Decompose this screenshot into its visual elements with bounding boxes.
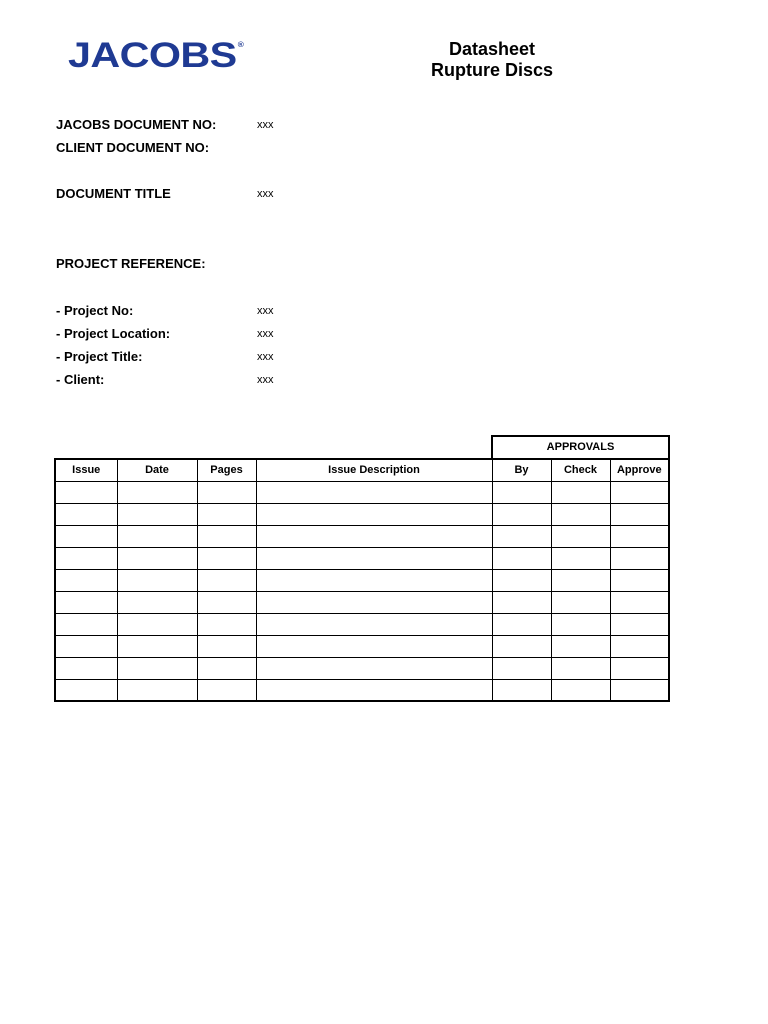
cell-by [492,679,551,701]
cell-pages [197,635,256,657]
column-header-check: Check [551,459,610,481]
document-heading [400,39,584,81]
cell-issue-description [256,569,492,591]
cell-approve [610,503,669,525]
cell-by [492,657,551,679]
cell-issue [55,547,117,569]
cell-approve [610,591,669,613]
cell-issue [55,679,117,701]
column-header-date: Date [117,459,197,481]
cell-date [117,591,197,613]
project-reference-label: PROJECT REFERENCE: [56,256,206,271]
cell-by [492,591,551,613]
cell-date [117,569,197,591]
cell-issue [55,591,117,613]
cell-approve [610,481,669,503]
cell-issue-description [256,679,492,701]
cell-approve [610,569,669,591]
table-row [55,679,669,701]
cell-check [551,547,610,569]
jacobs-document-no-value: xxx [257,119,274,131]
cell-issue [55,481,117,503]
cell-pages [197,679,256,701]
cell-pages [197,591,256,613]
cell-date [117,635,197,657]
cell-by [492,569,551,591]
issue-table-body [55,481,669,701]
table-row [55,503,669,525]
cell-issue-description [256,481,492,503]
heading-line-2: Rupture Discs [430,60,554,80]
cell-approve [610,525,669,547]
column-header-issue-description: Issue Description [256,459,492,481]
table-row [55,525,669,547]
cell-issue [55,569,117,591]
table-row [55,613,669,635]
cell-issue-description [256,635,492,657]
cell-approve [610,679,669,701]
document-title-value: xxx [257,188,274,200]
cell-issue-description [256,591,492,613]
cell-issue [55,525,117,547]
client-document-no-label: CLIENT DOCUMENT NO: [56,140,210,155]
column-header-approve: Approve [610,459,669,481]
table-row [55,657,669,679]
cell-by [492,613,551,635]
jacobs-logo [68,38,243,73]
cell-by [492,547,551,569]
project-no-label: - Project No: [56,303,134,318]
project-location-value: xxx [257,328,274,340]
cell-by [492,525,551,547]
project-no-value: xxx [257,305,274,317]
cell-pages [197,569,256,591]
cell-check [551,481,610,503]
table-row [55,591,669,613]
cell-check [551,591,610,613]
cell-by [492,635,551,657]
project-location-label: - Project Location: [56,326,171,341]
cell-issue [55,657,117,679]
project-title-label: - Project Title: [56,349,143,364]
cell-issue [55,613,117,635]
cell-issue-description [256,503,492,525]
cell-pages [197,481,256,503]
cell-by [492,503,551,525]
cell-date [117,613,197,635]
cell-approve [610,613,669,635]
table-row [55,547,669,569]
cell-approve [610,657,669,679]
table-row [55,481,669,503]
cell-date [117,547,197,569]
cell-issue [55,635,117,657]
cell-approve [610,635,669,657]
table-row [55,569,669,591]
project-title-value: xxx [257,351,274,363]
cell-pages [197,657,256,679]
logo-registered-mark: ® [237,42,244,49]
column-header-by: By [492,459,551,481]
cell-check [551,613,610,635]
cell-issue [55,503,117,525]
cell-check [551,503,610,525]
logo-text: JACOBS [68,36,237,75]
cell-by [492,481,551,503]
cell-check [551,569,610,591]
cell-issue-description [256,547,492,569]
client-label: - Client: [56,372,105,387]
issue-table [54,458,670,702]
column-header-issue: Issue [55,459,117,481]
cell-date [117,503,197,525]
cell-pages [197,525,256,547]
cell-approve [610,547,669,569]
client-value: xxx [257,374,274,386]
approvals-group-header: APPROVALS [491,435,670,459]
cell-issue-description [256,525,492,547]
table-row [55,635,669,657]
cell-check [551,657,610,679]
cell-check [551,635,610,657]
cell-check [551,525,610,547]
cell-pages [197,547,256,569]
cell-date [117,525,197,547]
cell-issue-description [256,613,492,635]
cell-date [117,481,197,503]
header-row [55,459,669,481]
cell-date [117,679,197,701]
heading-line-1: Datasheet [448,39,536,59]
document-title-label: DOCUMENT TITLE [56,186,171,201]
column-header-pages: Pages [197,459,256,481]
cell-pages [197,613,256,635]
jacobs-document-no-label: JACOBS DOCUMENT NO: [56,117,217,132]
cell-pages [197,503,256,525]
cell-issue-description [256,657,492,679]
cell-check [551,679,610,701]
cell-date [117,657,197,679]
